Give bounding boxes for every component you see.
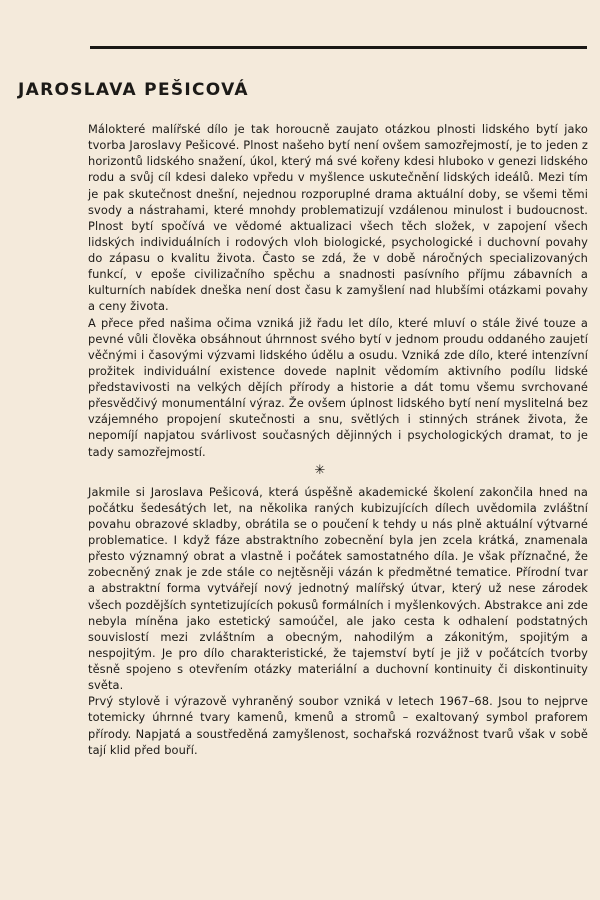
paragraph-4: Prvý stylově i výrazově vyhraněný soubor vzniká v letech 1967–68. Jsou to nejprve totemicky úhrnné tvary kamenů, kmenů a stromů – exaltovaný symbol praforem přírody. Napjatá a soustředěná zamyšlenost, sochařská rozvážnost tvarů však v sobě tají klid před bouří.	[88, 694, 588, 757]
paragraph-2: A přece před našima očima vzniká již řadu let dílo, které mluví o stále živé touze a pevné vůli člověka obsáhnout úhrnnost svého bytí v jednom proudu oddaného zaujetí věčnými i časovými výzvami lidského údělu a osudu. Vzniká zde dílo, které intenzívní prožitek individuální existence dovede naplnit vědomím aktivního podílu lidské představivosti na velkých dějích přírody a historie a dát tomu všemu svrchované přesvědčivý monumentální výraz. Že ovšem úplnost lidského bytí není myslitelná bez vzájemného propojení skutečnosti a snu, světlých i stinných stránek života, že nepomíjí napjatou svárlivost současných dějinných i psychologických dramat, to je tady samozřejmostí.	[88, 315, 588, 459]
page-title: JAROSLAVA PEŠICOVÁ	[18, 80, 249, 100]
paragraph-3: Jakmile si Jaroslava Pešicová, která úspěšně akademické školení zakončila hned na počátku šedesátých let, na několika raných kubizujících dílech uvědomila zvláštní povahu obrazové skladby, obrátila se o poučení k tehdy u nás plně aktuální výtvarné problematice. I když fáze abstraktního zobecnění byla jen zcela krátká, znamenala přesto významný obrat a vlastně i počátek samostatného díla. Je však příznačné, že zobecněný znak je zde stále co nejtěsněji vázán k předmětné tematice. Přírodní tvar a abstraktní forma vytvářejí nový jednotný malířský útvar, který už nese zárodek všech pozdějších syntetizujících pokusů formálních i myšlenkových. Abstrakce ani zde nebyla míněna jako estetický samoúčel, ale jako cesta k odhalení podstatných souvislostí mezi zvláštním a obecným, nahodilým a zákonitým, spojitým a nespojitým. Je pro dílo charakteristické, že tajemství bytí je již v počátcích tvorby těsně spojeno s otevřením otázky materiální a duchovní kontinuity či diskontinuity světa.	[88, 484, 588, 693]
asterisk-separator-icon: ✳	[314, 462, 326, 478]
article-body	[88, 121, 588, 758]
paragraph-1: Málokteré malířské dílo je tak horoucně zaujato otázkou plnosti lidského bytí jako tvorba Jaroslavy Pešicové. Plnost našeho bytí není ovšem samozřejmostí, je to jeden z horizontů lidského snažení, úkol, který má své kořeny kdesi hluboko v genezi lidského rodu a svůj cíl kdesi daleko vpředu v myšlence uskutečnění lidských ideálů. Mezi tím je pak skutečnost dnešní, nejednou rozporuplné drama aktuální doby, se všemi těmi svody a nástrahami, které mnohdy problematizují vzdálenou minulost i budoucnost. Plnost bytí spočívá ve vědomé aktualizaci všech těch složek, v zapojení všech lidských individuálních i rodových vloh biologické, psychologické i duchovní povahy do zápasu o kvalitu života. Často se zdá, že v době náročných specializovaných funkcí, v epoše civilizačního spěchu a snadnosti pasívního příjmu zábavních a kulturních nabídek dneška není dost času k zamyšlení nad hlubšími otázkami povahy a ceny života.	[88, 122, 588, 314]
top-rule	[90, 46, 587, 49]
